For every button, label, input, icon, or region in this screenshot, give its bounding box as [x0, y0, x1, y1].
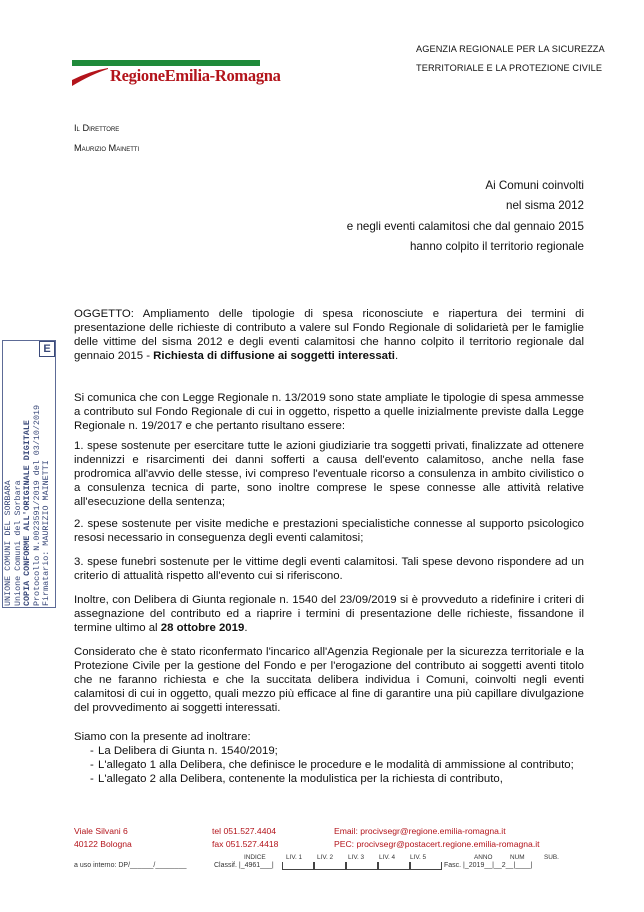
subject-emphasis: Richiesta di diffusione ai soggetti interessati	[153, 349, 395, 362]
label-sub: SUB.	[544, 854, 559, 861]
fax-number: fax 051.527.4418	[212, 838, 279, 849]
stamp-line-5: Firmatario: MAURIZIO MAINETTI	[41, 460, 52, 606]
expense-item-text: 2. spese sostenute per visite mediche e prestazioni specialistiche connesse al supporto psicologico resosi necessario in conseguenza degli eventi calamitosi;	[74, 518, 584, 544]
considered-paragraph	[74, 646, 584, 716]
fasc-field: Fasc. |_2019__|__2__|____|	[444, 862, 533, 869]
recipient-line: e negli eventi calamitosi che dal gennaio 2015	[346, 219, 584, 233]
liv2-box	[314, 862, 346, 870]
deadline-paragraph	[74, 594, 584, 636]
deadline-end: .	[244, 621, 248, 634]
expense-item-2	[74, 518, 584, 546]
label-num: NUM	[510, 854, 525, 861]
label-indice: INDICE	[244, 854, 266, 861]
address-line-2: 40122 Bologna	[74, 838, 132, 849]
forward-intro: Siamo con la presente ad inoltrare:	[74, 731, 251, 743]
classif-field: Classif. |_4961___|	[214, 862, 274, 869]
stamp-line-1: UNIONE COMUNI DEL SORBARA	[3, 480, 13, 606]
stamp-line-3: COPIA CONFORME ALL'ORIGINALE DIGITALE	[22, 420, 33, 606]
logo-flag-icon	[72, 60, 108, 86]
subject-paragraph	[74, 308, 584, 364]
label-liv3: LIV. 3	[348, 854, 365, 861]
deadline-text: Inoltre, con Delibera di Giunta regionale n. 1540 del 23/09/2019 si è provveduto a ridefinire i criteri di assegnazione del contributo ed a riaprire i termini di presentazione delle richieste, fissandone il termine ultimo al	[74, 594, 584, 634]
footer-emails	[334, 825, 540, 850]
expense-item-3	[74, 556, 584, 584]
protocol-fields	[74, 854, 604, 878]
deadline-date: 28 ottobre 2019	[160, 621, 245, 634]
email-address: Email: procivsegr@regione.emilia-romagna.it	[334, 826, 506, 836]
label-liv1: LIV. 1	[286, 854, 303, 861]
protocol-stamp	[2, 340, 56, 608]
recipient-line: hanno colpito il territorio regionale	[409, 240, 584, 254]
subject-label: OGGETTO	[74, 308, 131, 320]
footer-phones	[212, 825, 278, 850]
regione-logo	[72, 60, 281, 87]
forward-list	[74, 745, 584, 787]
sender-name: Maurizio Mainetti	[74, 143, 140, 153]
stamp-line-2: Unione Comuni del Sorbara	[12, 480, 23, 606]
phone-number: tel 051.527.4404	[212, 826, 277, 836]
recipient-line: nel sisma 2012	[506, 199, 584, 213]
liv4-box	[378, 862, 410, 870]
sender-role: Il Direttore	[74, 123, 120, 133]
stamp-letter: E	[39, 341, 55, 357]
agency-line-1: AGENZIA REGIONALE PER LA SICUREZZA	[416, 44, 605, 54]
label-anno: ANNO	[474, 854, 493, 861]
agency-line-2: TERRITORIALE E LA PROTEZIONE CIVILE	[416, 63, 603, 73]
intro-text: Si comunica che con Legge Regionale n. 13/2019 sono state ampliate le tipologie di spesa ammesse a contributo sul Fondo Regionale di cui in oggetto, rispetto a quelle inizialmente previste dalla Legge Regionale n. 19/2017 e che pertanto risultano essere:	[74, 392, 584, 432]
liv1-box	[282, 862, 314, 870]
liv5-box	[410, 862, 442, 870]
subject-text: : Ampliamento delle tipologie di spesa riconosciute e riapertura dei termini di presentazione delle richieste di contributo a valere sul Fondo Regionale di solidarietà per le famiglie delle vittime del sisma 2012 e degli eventi calamitosi che hanno colpito il territorio regionale dal gennaio 2015 -	[74, 308, 584, 362]
pec-address: PEC: procivsegr@postacert.regione.emilia-romagna.it	[334, 838, 540, 849]
list-item: - L'allegato 2 alla Delibera, contenente la modulistica per la richiesta di contributo,	[74, 773, 584, 787]
stamp-text	[4, 342, 54, 606]
stamp-line-4: Protocollo N.0023591/2019 del 03/10/2019	[31, 404, 42, 606]
considered-text: Considerato che è stato riconfermato l'incarico all'Agenzia Regionale per la sicurezza territoriale e la Protezione Civile per la gestione del Fondo e per l'erogazione del contributo ai soggetti aventi titolo che ne faranno richiesta e che la succitata delibera individua i Comuni, coinvolti negli eventi calamitosi di cui in oggetto, quali mezzo più efficace al fine di garantire una più capillare divulgazione del provvedimento ai soggetti interessati.	[74, 646, 584, 714]
recipient-line: Ai Comuni coinvolti	[485, 179, 584, 192]
intro-paragraph	[74, 392, 584, 434]
sender-block	[74, 118, 139, 158]
label-liv5: LIV. 5	[410, 854, 427, 861]
expense-item-text: 1. spese sostenute per esercitare tutte le azioni giudiziarie tra soggetti privati, finalizzate ad ottenere indennizzi e risarcimenti dei danni sofferti a causa dell'evento calamitoso, anche nella fase prodromica all'avvio delle stesse, ivi compreso l'eventuale ricorso a consulenza in ambito civilistico o a consulenza tecnica di parte, sono inoltre comprese le spese connesse alle attività relative all'esecuzione della sentenza;	[74, 440, 584, 508]
address-line-1: Viale Silvani 6	[74, 826, 128, 836]
list-item: - L'allegato 1 alla Delibera, che definisce le procedure e le modalità di ammissione al contributo;	[74, 759, 584, 773]
expense-item-1	[74, 440, 584, 510]
footer-address	[74, 825, 132, 850]
subject-end: .	[394, 349, 399, 362]
liv3-box	[346, 862, 378, 870]
label-liv2: LIV. 2	[317, 854, 334, 861]
recipients-block	[347, 176, 584, 258]
label-liv4: LIV. 4	[379, 854, 396, 861]
list-item: - La Delibera di Giunta n. 1540/2019;	[74, 745, 584, 759]
internal-use-field: a uso interno: DP/______/________	[74, 862, 187, 869]
brand-name: RegioneEmilia-Romagna	[110, 66, 281, 85]
expense-item-text: 3. spese funebri sostenute per le vittime degli eventi calamitosi. Tali spese devono rispondere ad un criterio di attualità rispetto all'evento cui si riferiscono.	[74, 556, 584, 582]
forward-paragraph	[74, 731, 584, 787]
agency-name	[416, 40, 605, 78]
